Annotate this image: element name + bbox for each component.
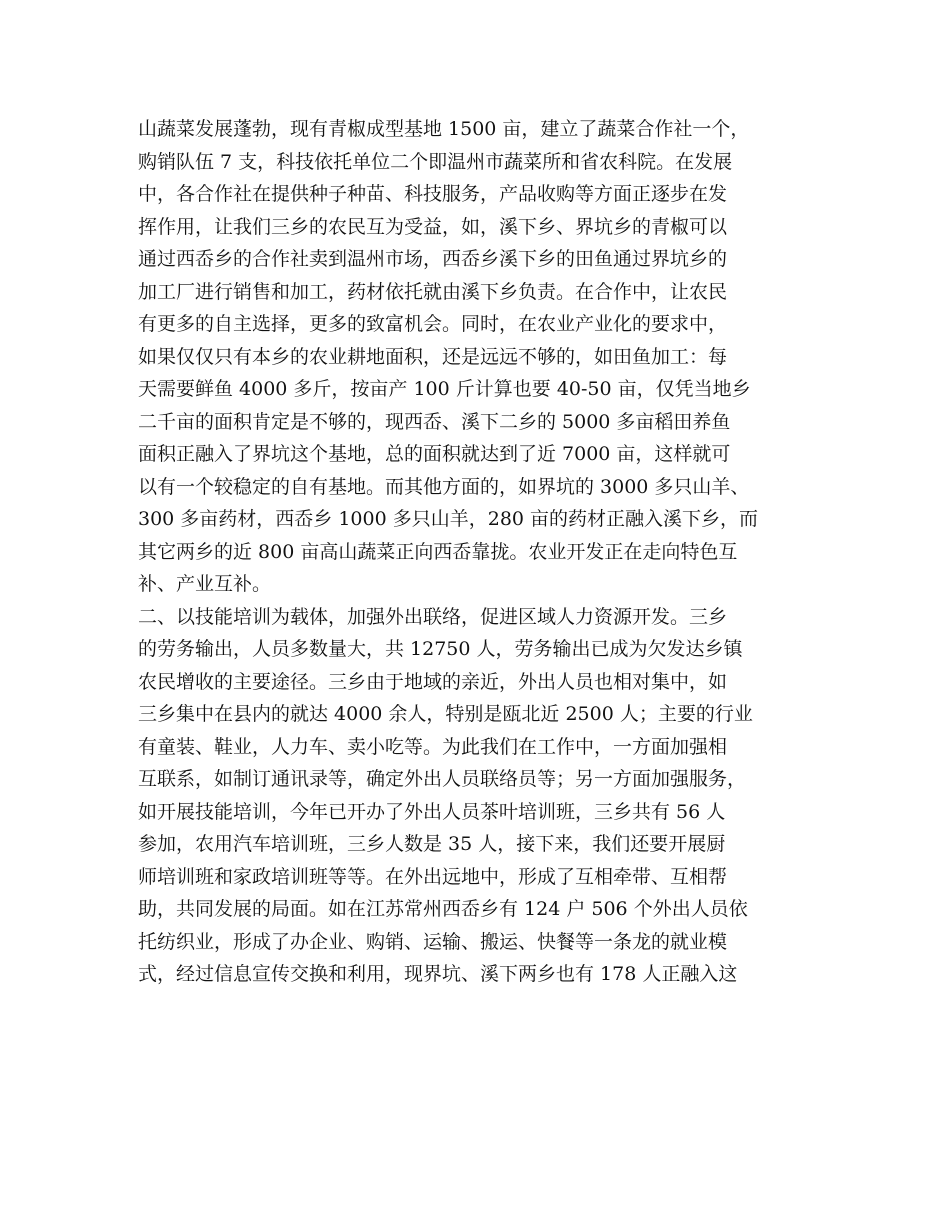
text-line: 二千亩的面积肯定是不够的，现西岙、溪下二乡的 5000 多亩稻田养鱼 (138, 410, 731, 433)
text-line: 挥作用，让我们三乡的农民互为受益，如，溪下乡、界坑乡的青椒可以 (138, 215, 728, 238)
text-line: 天需要鲜鱼 4000 多斤，按亩产 100 斤计算也要 40-50 亩，仅凭当地乡 (138, 378, 751, 400)
text-line: 农民增收的主要途径。三乡由于地域的亲近，外出人员也相对集中，如 (138, 670, 728, 693)
text-line: 其它两乡的近 800 亩高山蔬菜正向西岙靠拢。农业开发正在走向特色互 (138, 540, 738, 563)
text-line: 加工厂进行销售和加工，药材依托就由溪下乡负责。在合作中，让农民 (138, 280, 728, 303)
text-line: 如果仅仅只有本乡的农业耕地面积，还是远远不够的，如田鱼加工：每 (138, 345, 728, 368)
text-line: 300 多亩药材，西岙乡 1000 多只山羊，280 亩的药材正融入溪下乡，而 (138, 508, 759, 530)
text-line: 有童装、鞋业，人力车、卖小吃等。为此我们在工作中，一方面加强相 (138, 735, 728, 758)
text-line: 有更多的自主选择，更多的致富机会。同时，在农业产业化的要求中， (138, 313, 728, 335)
text-line: 山蔬菜发展蓬勃，现有青椒成型基地 1500 亩，建立了蔬菜合作社一个， (138, 118, 750, 140)
body-text (138, 113, 818, 991)
text-line: 购销队伍 7 支，科技依托单位二个即温州市蔬菜所和省农科院。在发展 (138, 150, 733, 173)
text-line: 互联系，如制订通讯录等，确定外出人员联络员等；另一方面加强服务， (138, 768, 747, 790)
text-line: 托纺织业，形成了办企业、购销、运输、搬运、快餐等一条龙的就业模 (138, 930, 728, 953)
text-line: 通过西岙乡的合作社卖到温州市场，西岙乡溪下乡的田鱼通过界坑乡的 (138, 248, 728, 270)
text-line: 面积正融入了界坑这个基地，总的面积就达到了近 7000 亩，这样就可 (138, 443, 731, 465)
text-line: 三乡集中在县内的就达 4000 余人，特别是瓯北近 2500 人；主要的行业 (138, 703, 753, 725)
text-line: 以有一个较稳定的自有基地。而其他方面的，如界坑的 3000 多只山羊、 (138, 475, 750, 498)
text-line: 助，共同发展的局面。如在江苏常州西岙乡有 124 户 506 个外出人员依 (138, 898, 748, 920)
text-line: 补、产业互补。 (138, 573, 272, 595)
text-line: 式，经过信息宣传交换和利用，现界坑、溪下两乡也有 178 人正融入这 (138, 963, 738, 985)
text-line: 的劳务输出，人员多数量大，共 12750 人，劳务输出已成为欠发达乡镇 (138, 638, 743, 660)
section-heading-line: 二、以技能培训为载体，加强外出联络，促进区域人力资源开发。三乡 (138, 605, 728, 628)
text-line: 中，各合作社在提供种子种苗、科技服务，产品收购等方面正逐步在发 (138, 183, 728, 205)
text-line: 师培训班和家政培训班等等。在外出远地中，形成了互相牵带、互相帮 (138, 865, 728, 888)
text-line: 如开展技能培训，今年已开办了外出人员茶叶培训班，三乡共有 56 人 (138, 800, 726, 823)
text-line: 参加，农用汽车培训班，三乡人数是 35 人，接下来，我们还要开展厨 (138, 833, 726, 855)
